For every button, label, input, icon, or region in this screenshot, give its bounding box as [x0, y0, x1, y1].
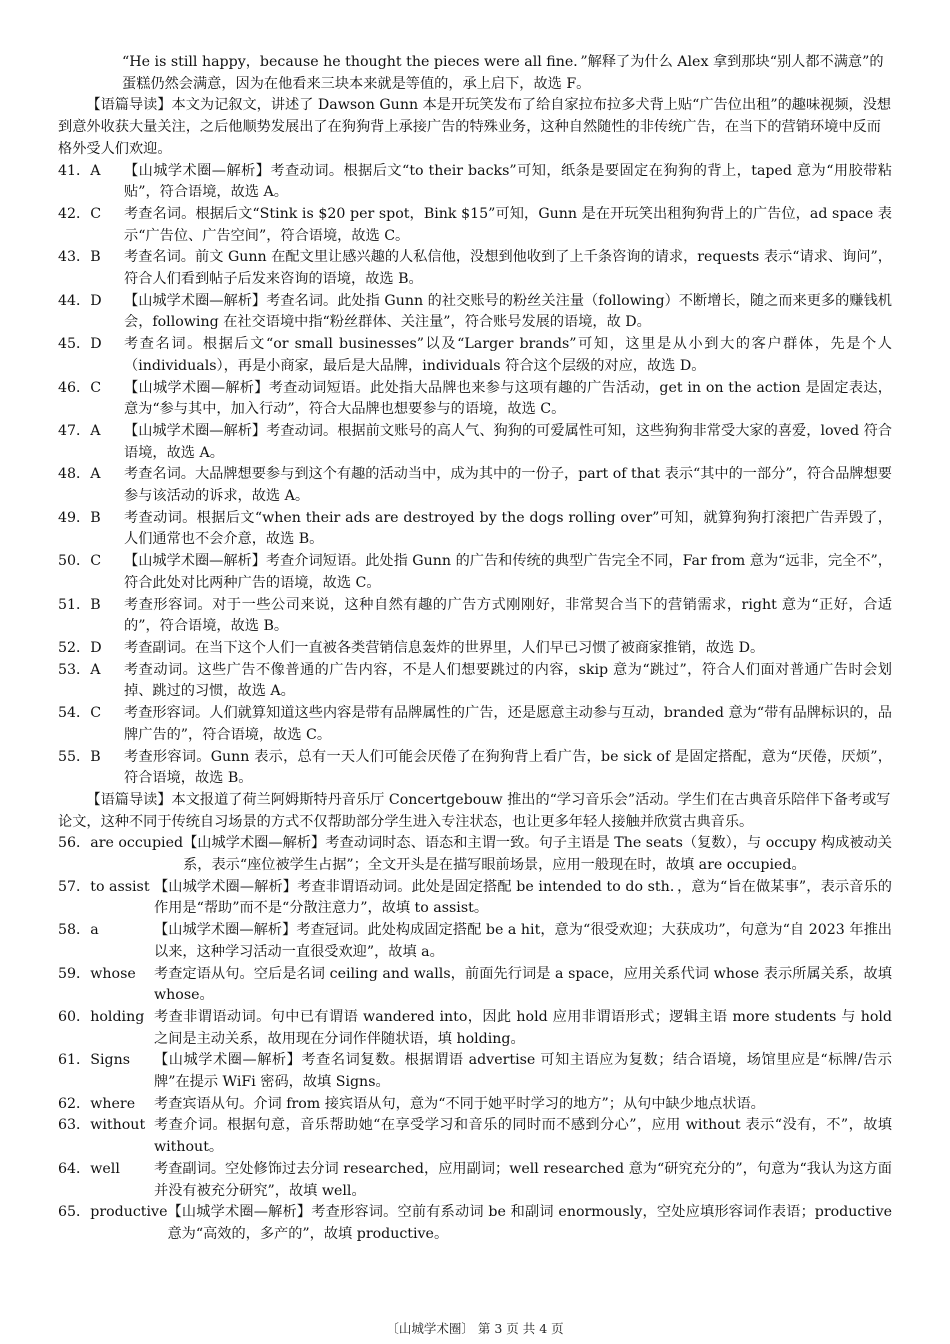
- answer-number: 61．Signs: [58, 1052, 130, 1069]
- answer-explanation: 考查定语从句。空后是名词 ceiling and walls，前面先行词是 a space，应用关系代词 whose 表示所属关系，故填 whose。: [154, 965, 892, 1004]
- answer-list-2: [58, 833, 892, 1245]
- answer-item: [58, 1202, 892, 1245]
- answer-number: 45．D: [58, 336, 102, 353]
- answer-item: [58, 920, 892, 963]
- answer-number: 52．D: [58, 639, 102, 656]
- answer-explanation: 【山城学术圈—解析】考查非谓语动词。此处是固定搭配 be intended to do sth．，意为“旨在做某事”，表示音乐的作用是“帮助”而不是“分散注意力”，故填 to assist。: [154, 878, 892, 917]
- answer-number: 48．A: [58, 466, 101, 483]
- answer-item: [58, 508, 892, 551]
- answer-item: [58, 1115, 892, 1158]
- answer-item: [58, 551, 892, 594]
- answer-item: [58, 1050, 892, 1093]
- passage-guide-2: 【语篇导读】本文报道了荷兰阿姆斯特丹音乐厅 Concertgebouw 推出的“学习音乐会”活动。学生们在古典音乐陪伴下备考或写论文，这种不同于传统自习场景的方式不仅帮助部分学生进入专注状态，也让更多年轻人接触并欣赏古典音乐。: [58, 791, 891, 830]
- answer-item: [58, 247, 892, 290]
- answer-number: 41．A: [58, 162, 101, 179]
- answer-explanation: 考查副词。空处修饰过去分词 researched，应用副词；well researched 意为“研究充分的”，句意为“我认为这方面并没有被充分研究”，故填 well。: [154, 1160, 892, 1199]
- answer-explanation: 考查形容词。人们就算知道这些内容是带有品牌属性的广告，还是愿意主动参与互动，branded 意为“带有品牌标识的，品牌广告的”，符合语境，故选 C。: [124, 705, 892, 743]
- answer-number: 46．C: [58, 379, 102, 396]
- page-footer: 〔山城学术圈〕 第 3 页 共 4 页: [386, 1321, 564, 1336]
- answer-explanation: 考查副词。在当下这个人们一直被各类营销信息轰炸的世界里，人们早已习惯了被商家推销，故选 D。: [124, 639, 765, 656]
- answer-item: [58, 464, 892, 507]
- answer-explanation: 考查宾语从句。介词 from 接宾语从句，意为“不同于她平时学习的地方”；从句中缺少地点状语。: [154, 1095, 765, 1112]
- answer-explanation: 【山城学术圈—解析】考查冠词。此处构成固定搭配 be a hit，意为“很受欢迎；大获成功”，句意为“自 2023 年推出以来，这种学习活动一直很受欢迎”，故填 a。: [154, 922, 892, 960]
- answer-page: [58, 52, 892, 1246]
- answer-explanation: 【山城学术圈—解析】考查动词短语。此处指大品牌也来参与这项有趣的广告活动，get in on the action 是固定表达，意为“参与其中，加入行动”，符合大品牌也想要参与的语境，故选 C。: [124, 379, 892, 418]
- answer-item: [58, 660, 892, 703]
- answer-item: [58, 964, 892, 1007]
- answer-number: 63．without: [58, 1117, 146, 1134]
- intro-continuation: “He is still happy，because he thought the pieces were all fine．”解释了为什么 Alex 拿到那块“别人都不满意”的蛋糕仍然会满意，因为在他看来三块本来就是等值的，承上启下，故选 F。: [122, 54, 884, 92]
- answer-number: 64．well: [58, 1160, 120, 1177]
- answer-explanation: 【山城学术圈—解析】考查动词。根据前文账号的高人气、狗狗的可爱属性可知，这些狗狗非常受大家的喜爱，loved 符合语境，故选 A。: [124, 422, 892, 461]
- answer-explanation: 【山城学术圈—解析】考查形容词。空前有系动词 be 和副词 enormously，空处应填形容词作表语；productive 意为“高效的，多产的”，故填 productive。: [167, 1204, 892, 1242]
- answer-number: 42．C: [58, 205, 102, 222]
- answer-number: 57．to assist: [58, 878, 150, 895]
- answer-explanation: 考查非谓语动词。句中已有谓语 wandered into，因此 hold 应用非谓语形式；逻辑主语 more students 与 hold 之间是主动关系，故用现在分词作伴随状语，填 holding。: [154, 1008, 892, 1047]
- answer-item: [58, 1007, 892, 1050]
- answer-explanation: 考查形容词。Gunn 表示，总有一天人们可能会厌倦了在狗狗背上看广告，be sick of 是固定搭配，意为“厌倦，厌烦”，符合语境，故选 B。: [124, 748, 892, 787]
- answer-number: 54．C: [58, 705, 102, 722]
- answer-explanation: 考查名词。前文 Gunn 在配文里让感兴趣的人私信他，没想到他收到了上千条咨询的请求，requests 表示“请求、询问”，符合人们看到帖子后发来咨询的语境，故选 B。: [124, 249, 892, 288]
- answer-explanation: 考查介词。根据句意，音乐帮助她“在享受学习和音乐的同时而不感到分心”，应用 without 表示“没有，不”，故填 without。: [154, 1117, 892, 1156]
- answer-item: [58, 421, 892, 464]
- answer-number: 60．holding: [58, 1008, 145, 1025]
- answer-number: 53．A: [58, 661, 101, 678]
- answer-item: [58, 161, 892, 204]
- answer-number: 55．B: [58, 748, 101, 765]
- answer-item: [58, 703, 892, 746]
- answer-explanation: 考查名词。根据后文“or small businesses”以及“Larger brands”可知，这里是从小到大的客户群体，先是个人（individuals），再是小商家，最后是大品牌，individuals 符合这个层级的对应，故选 D。: [124, 336, 892, 374]
- answer-item: [58, 1159, 892, 1202]
- answer-number: 59．whose: [58, 965, 136, 982]
- answer-explanation: 【山城学术圈—解析】考查动词。根据后文“to their backs”可知，纸条是要固定在狗狗的背上，taped 意为“用胶带粘贴”，符合语境，故选 A。: [124, 162, 892, 201]
- answer-item: [58, 747, 892, 790]
- answer-number: 44．D: [58, 292, 102, 309]
- answer-item: [58, 334, 892, 377]
- passage-guide-1: 【语篇导读】本文为记叙文，讲述了 Dawson Gunn 本是开玩笑发布了给自家拉布拉多犬背上贴“广告位出租”的趣味视频，没想到意外收获大量关注，之后他顺势发展出了在狗狗背上承接广告的特殊业务，这种自然随性的非传统广告，在当下的营销环境中反而格外受人们欢迎。: [58, 97, 892, 157]
- answer-item: [58, 833, 892, 876]
- answer-number: 56．are occupied: [58, 835, 184, 852]
- answer-number: 62．where: [58, 1095, 136, 1112]
- answer-explanation: 【山城学术圈—解析】考查名词复数。根据谓语 advertise 可知主语应为复数；结合语境，场馆里应是“标牌/告示牌”在提示 WiFi 密码，故填 Signs。: [154, 1052, 892, 1091]
- answer-explanation: 【山城学术圈—解析】考查动词时态、语态和主谓一致。句子主语是 The seats（复数），与 occupy 构成被动关系，表示“座位被学生占据”；全文开头是在描写眼前场景，应用一般现在时，故填 are occupied。: [183, 835, 892, 874]
- answer-explanation: 考查动词。根据后文“when their ads are destroyed by the dogs rolling over”可知，就算狗狗打滚把广告弄毁了，人们通常也不会介意，故选 B。: [124, 509, 892, 548]
- answer-number: 43．B: [58, 249, 101, 266]
- answer-list-1: [58, 161, 892, 790]
- answer-item: [58, 378, 892, 421]
- answer-explanation: 考查形容词。对于一些公司来说，这种自然有趣的广告方式刚刚好，非常契合当下的营销需求，right 意为“正好，合适的”，符合语境，故选 B。: [124, 596, 892, 635]
- answer-item: [58, 1094, 892, 1116]
- answer-explanation: 考查名词。根据后文“Stink is $20 per spot，Bink $15”可知，Gunn 是在开玩笑出租狗狗背上的广告位，ad space 表示“广告位、广告空间”，符合语境，故选 C。: [124, 205, 892, 244]
- answer-number: 51．B: [58, 596, 101, 613]
- answer-number: 50．C: [58, 553, 102, 570]
- answer-number: 65．productive: [58, 1204, 168, 1221]
- answer-explanation: 【山城学术圈—解析】考查介词短语。此处指 Gunn 的广告和传统的典型广告完全不同，Far from 意为“远非，完全不”，符合此处对比两种广告的语境，故选 C。: [124, 553, 892, 591]
- answer-number: 58．a: [58, 922, 99, 939]
- answer-item: [58, 638, 892, 660]
- answer-explanation: 考查动词。这些广告不像普通的广告内容，不是人们想要跳过的内容，skip 意为“跳过”，符合人们面对普通广告时会划掉、跳过的习惯，故选 A。: [124, 661, 892, 700]
- answer-number: 49．B: [58, 509, 101, 526]
- answer-item: [58, 877, 892, 920]
- answer-item: [58, 595, 892, 638]
- answer-item: [58, 204, 892, 247]
- answer-number: 47．A: [58, 422, 101, 439]
- answer-explanation: 考查名词。大品牌想要参与到这个有趣的活动当中，成为其中的一份子，part of that 表示“其中的一部分”，符合品牌想要参与该活动的诉求，故选 A。: [124, 466, 892, 505]
- answer-item: [58, 291, 892, 334]
- answer-explanation: 【山城学术圈—解析】考查名词。此处指 Gunn 的社交账号的粉丝关注量（following）不断增长，随之而来更多的赚钱机会，following 在社交语境中指“粉丝群体、关注量”，符合账号发展的语境，故 D。: [124, 292, 892, 331]
